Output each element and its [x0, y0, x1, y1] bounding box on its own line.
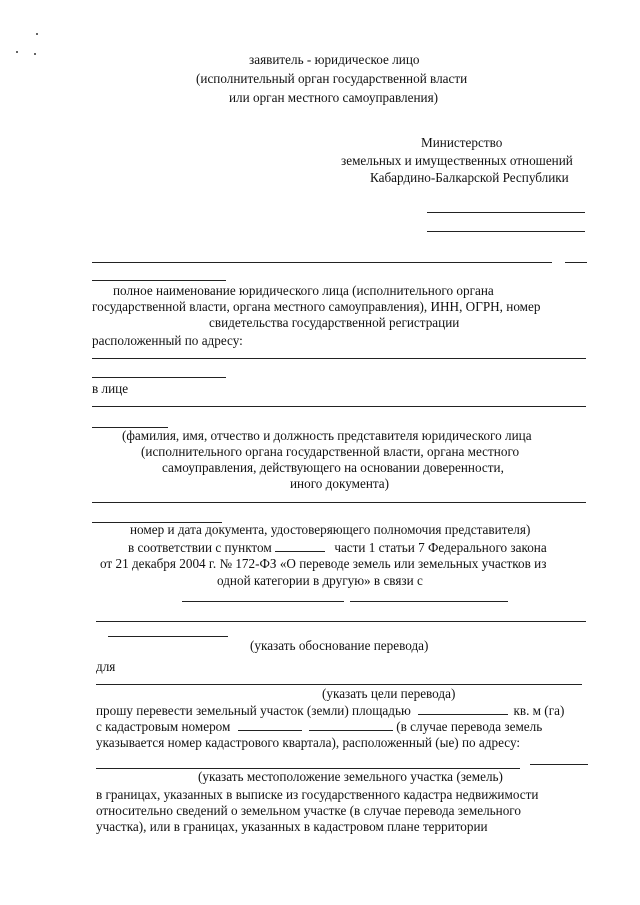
boundaries-line-1: в границах, указанных в выписке из государственного кадастра недвижимости [96, 787, 539, 802]
scan-speck [36, 33, 38, 35]
area-label: прошу перевести земельный участок (земли) площадью [96, 703, 411, 718]
document-caption-line-4: одной категории в другую» в связи с [217, 573, 423, 588]
area-unit: кв. м (га) [513, 703, 565, 718]
representative-caption-line-3: самоуправления, действующего на основании доверенности, [162, 460, 504, 475]
signature-line[interactable] [427, 231, 585, 232]
boundaries-line-3: участка), или в границах, указанных в кадастровом плане территории [96, 819, 488, 834]
document-caption-line-2 [128, 540, 547, 556]
document-caption-line-1: номер и дата документа, удостоверяющего полномочия представителя) [130, 522, 531, 537]
applicant-caption-line-3: свидетельства государственной регистрации [209, 315, 460, 330]
recipient-line-2: земельных и имущественных отношений [341, 153, 573, 168]
reason-caption: (указать обоснование перевода) [250, 638, 429, 653]
representative-caption-line-4: иного документа) [290, 476, 390, 491]
for-label: для [96, 659, 116, 674]
signature-line[interactable] [427, 212, 585, 213]
document-caption-line-3: от 21 декабря 2004 г. № 172-ФЗ «О переводе земель или земельных участков из [100, 556, 547, 571]
header-line-2: (исполнительный орган государственной власти [196, 71, 468, 86]
representative-caption-line-2: (исполнительного органа государственной власти, органа местного [141, 444, 520, 459]
location-line[interactable] [530, 764, 588, 765]
applicant-name-line[interactable] [565, 262, 587, 263]
applicant-caption-line-1: полное наименование юридического лица (исполнительного органа [113, 283, 494, 298]
cadastral-note: (в случае перевода земель [396, 719, 543, 734]
boundaries-line-2: относительно сведений о земельном участке (в случае перевода земельного [96, 803, 521, 818]
area-field[interactable] [418, 704, 508, 715]
in-person-label: в лице [92, 381, 129, 396]
header-line-1: заявитель - юридическое лицо [249, 52, 420, 67]
location-caption: (указать местоположение земельного участка (земель) [198, 769, 503, 784]
law-article-text: части 1 статьи 7 Федерального закона [334, 540, 547, 555]
clause-label: в соответствии с пунктом [128, 540, 272, 555]
cadastral-number-field-1[interactable] [238, 720, 302, 731]
request-line-1 [96, 703, 564, 719]
cadastral-number-label: с кадастровым номером [96, 719, 231, 734]
cadastral-number-field-2[interactable] [309, 720, 393, 731]
reason-line[interactable] [96, 621, 586, 622]
clause-number-field[interactable] [275, 541, 325, 552]
representative-line[interactable] [92, 406, 586, 407]
purpose-line[interactable] [96, 684, 582, 685]
recipient-line-3: Кабардино-Балкарской Республики [370, 170, 569, 185]
representative-caption-line-1: (фамилия, имя, отчество и должность представителя юридического лица [122, 428, 532, 443]
applicant-name-line[interactable] [92, 262, 552, 263]
reason-line[interactable] [350, 601, 508, 602]
scan-speck [16, 51, 18, 53]
recipient-line-1: Министерство [421, 135, 503, 150]
reason-line[interactable] [108, 636, 228, 637]
applicant-caption-line-2: государственной власти, органа местного самоуправления), ИНН, ОГРН, номер [92, 299, 541, 314]
header-line-3: или орган местного самоуправления) [229, 90, 439, 105]
scan-speck [34, 53, 36, 55]
reason-line[interactable] [182, 601, 344, 602]
address-line[interactable] [92, 377, 226, 378]
address-line[interactable] [92, 358, 586, 359]
address-label: расположенный по адресу: [92, 333, 243, 348]
request-line-3: указывается номер кадастрового квартала), расположенный (ые) по адресу: [96, 735, 521, 750]
applicant-name-line[interactable] [92, 280, 226, 281]
purpose-caption: (указать цели перевода) [322, 686, 456, 701]
request-line-2 [96, 719, 542, 735]
document-line[interactable] [92, 502, 586, 503]
